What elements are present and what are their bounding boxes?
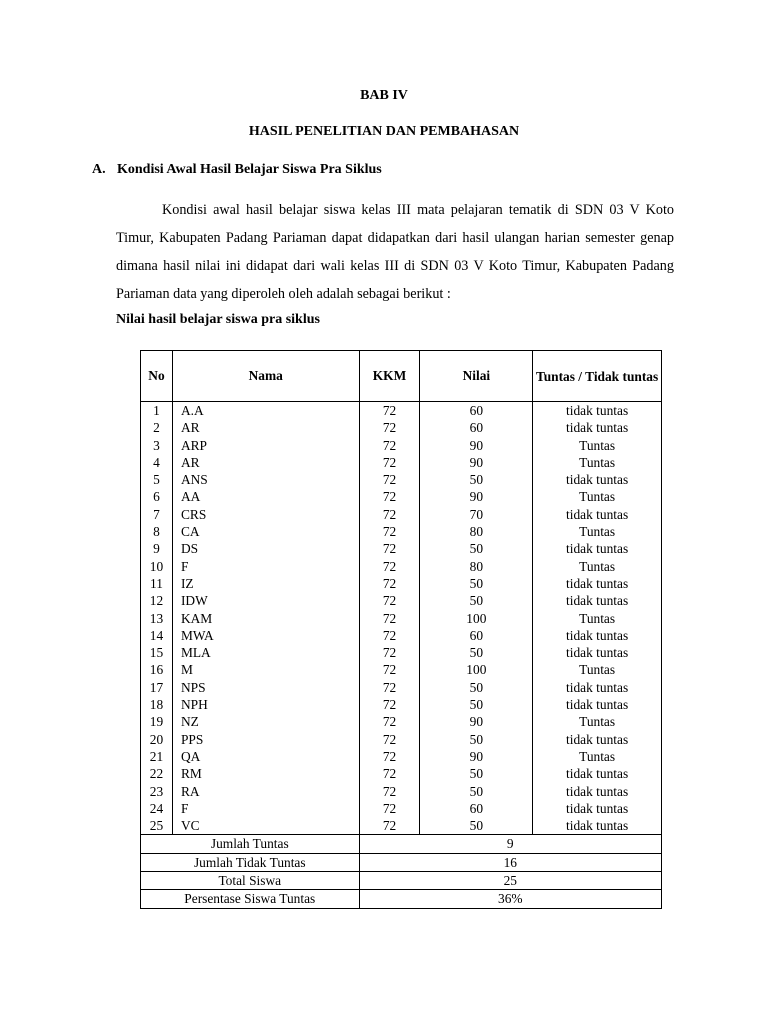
cell-nilai: 60: [420, 419, 533, 436]
cell-no: 4: [141, 454, 173, 471]
summary-row: [141, 872, 662, 890]
cell-no: 7: [141, 506, 173, 523]
table-row: [141, 419, 662, 436]
table-row: [141, 506, 662, 523]
table-row: [141, 644, 662, 661]
table-row: [141, 661, 662, 678]
cell-nilai: 50: [420, 817, 533, 835]
cell-nilai: 50: [420, 592, 533, 609]
cell-status: tidak tuntas: [533, 731, 662, 748]
summary-value: 16: [359, 853, 661, 871]
cell-no: 15: [141, 644, 173, 661]
cell-nama: CRS: [172, 506, 359, 523]
cell-no: 8: [141, 523, 173, 540]
cell-no: 10: [141, 558, 173, 575]
table-row: [141, 627, 662, 644]
cell-no: 20: [141, 731, 173, 748]
table-row: [141, 748, 662, 765]
cell-nama: CA: [172, 523, 359, 540]
cell-no: 24: [141, 800, 173, 817]
cell-nilai: 90: [420, 748, 533, 765]
header-status: Tuntas / Tidak tuntas: [533, 351, 662, 402]
table-row: [141, 454, 662, 471]
cell-kkm: 72: [359, 523, 420, 540]
table-row: [141, 592, 662, 609]
cell-kkm: 72: [359, 558, 420, 575]
table-row: [141, 679, 662, 696]
table-summary: [141, 835, 662, 908]
cell-no: 6: [141, 488, 173, 505]
cell-status: tidak tuntas: [533, 471, 662, 488]
cell-nama: AR: [172, 454, 359, 471]
table-row: [141, 713, 662, 730]
cell-kkm: 72: [359, 402, 420, 420]
cell-status: Tuntas: [533, 437, 662, 454]
intro-paragraph: Kondisi awal hasil belajar siswa kelas III mata pelajaran tematik di SDN 03 V Koto Timur, Kabupaten Padang Pariaman dapat didapatkan dari hasil ulangan harian semester genap dimana hasil nilai ini didapat dari wali kelas III di SDN 03 V Koto Timur, Kabupaten Padang Pariaman data yang diperoleh oleh adalah sebagai berikut :: [116, 202, 674, 302]
cell-status: tidak tuntas: [533, 800, 662, 817]
table-row: [141, 471, 662, 488]
cell-nama: NPS: [172, 679, 359, 696]
cell-status: tidak tuntas: [533, 627, 662, 644]
cell-no: 1: [141, 402, 173, 420]
cell-status: tidak tuntas: [533, 679, 662, 696]
cell-no: 22: [141, 765, 173, 782]
cell-nama: A.A: [172, 402, 359, 420]
cell-status: tidak tuntas: [533, 696, 662, 713]
cell-nilai: 100: [420, 661, 533, 678]
summary-label: Total Siswa: [141, 872, 360, 890]
cell-nilai: 60: [420, 800, 533, 817]
header-kkm: KKM: [359, 351, 420, 402]
cell-no: 21: [141, 748, 173, 765]
cell-kkm: 72: [359, 661, 420, 678]
cell-status: tidak tuntas: [533, 419, 662, 436]
cell-status: tidak tuntas: [533, 540, 662, 557]
section-heading: [92, 162, 382, 178]
table-row: [141, 575, 662, 592]
summary-value: 9: [359, 835, 661, 853]
cell-nilai: 90: [420, 713, 533, 730]
chapter-title: HASIL PENELITIAN DAN PEMBAHASAN: [248, 124, 520, 139]
cell-no: 19: [141, 713, 173, 730]
cell-status: Tuntas: [533, 488, 662, 505]
cell-nilai: 50: [420, 696, 533, 713]
table-header-row: [141, 351, 662, 402]
cell-status: Tuntas: [533, 523, 662, 540]
cell-nama: RM: [172, 765, 359, 782]
cell-nama: AR: [172, 419, 359, 436]
cell-nilai: 90: [420, 454, 533, 471]
section-letter: A.: [92, 162, 106, 177]
summary-row: [141, 890, 662, 908]
cell-nilai: 90: [420, 437, 533, 454]
table-row: [141, 765, 662, 782]
cell-status: Tuntas: [533, 661, 662, 678]
cell-nama: QA: [172, 748, 359, 765]
cell-kkm: 72: [359, 419, 420, 436]
cell-kkm: 72: [359, 627, 420, 644]
cell-status: tidak tuntas: [533, 402, 662, 420]
cell-kkm: 72: [359, 696, 420, 713]
table-row: [141, 696, 662, 713]
cell-nama: F: [172, 558, 359, 575]
table-row: [141, 558, 662, 575]
cell-nama: NZ: [172, 713, 359, 730]
cell-status: tidak tuntas: [533, 644, 662, 661]
summary-label: Jumlah Tidak Tuntas: [141, 853, 360, 871]
table-row: [141, 817, 662, 835]
cell-no: 9: [141, 540, 173, 557]
cell-status: Tuntas: [533, 558, 662, 575]
cell-nilai: 50: [420, 471, 533, 488]
cell-nama: VC: [172, 817, 359, 835]
cell-status: tidak tuntas: [533, 506, 662, 523]
cell-kkm: 72: [359, 713, 420, 730]
cell-status: tidak tuntas: [533, 783, 662, 800]
cell-kkm: 72: [359, 610, 420, 627]
cell-nilai: 90: [420, 488, 533, 505]
cell-no: 14: [141, 627, 173, 644]
cell-nama: DS: [172, 540, 359, 557]
cell-nama: ANS: [172, 471, 359, 488]
table-row: [141, 783, 662, 800]
table-row: [141, 540, 662, 557]
table-row: [141, 488, 662, 505]
cell-kkm: 72: [359, 817, 420, 835]
cell-no: 5: [141, 471, 173, 488]
cell-no: 23: [141, 783, 173, 800]
table-row: [141, 523, 662, 540]
cell-status: Tuntas: [533, 610, 662, 627]
cell-nama: NPH: [172, 696, 359, 713]
table-row: [141, 610, 662, 627]
summary-value: 25: [359, 872, 661, 890]
cell-nilai: 50: [420, 575, 533, 592]
cell-kkm: 72: [359, 437, 420, 454]
cell-nama: M: [172, 661, 359, 678]
cell-nama: KAM: [172, 610, 359, 627]
cell-no: 3: [141, 437, 173, 454]
cell-nilai: 60: [420, 627, 533, 644]
cell-nama: MLA: [172, 644, 359, 661]
cell-nilai: 50: [420, 731, 533, 748]
summary-row: [141, 835, 662, 853]
cell-no: 16: [141, 661, 173, 678]
cell-nilai: 80: [420, 523, 533, 540]
cell-kkm: 72: [359, 748, 420, 765]
cell-kkm: 72: [359, 506, 420, 523]
cell-nilai: 80: [420, 558, 533, 575]
cell-kkm: 72: [359, 679, 420, 696]
cell-nama: F: [172, 800, 359, 817]
cell-nilai: 50: [420, 644, 533, 661]
cell-kkm: 72: [359, 783, 420, 800]
cell-nama: IDW: [172, 592, 359, 609]
cell-nilai: 50: [420, 783, 533, 800]
summary-label: Persentase Siswa Tuntas: [141, 890, 360, 908]
cell-kkm: 72: [359, 575, 420, 592]
cell-no: 25: [141, 817, 173, 835]
cell-nilai: 50: [420, 765, 533, 782]
summary-label: Jumlah Tuntas: [141, 835, 360, 853]
section-title: Kondisi Awal Hasil Belajar Siswa Pra Siklus: [117, 162, 382, 177]
header-nama: Nama: [172, 351, 359, 402]
cell-no: 12: [141, 592, 173, 609]
cell-status: Tuntas: [533, 748, 662, 765]
cell-kkm: 72: [359, 592, 420, 609]
table-row: [141, 731, 662, 748]
cell-status: Tuntas: [533, 713, 662, 730]
cell-nama: ARP: [172, 437, 359, 454]
cell-kkm: 72: [359, 765, 420, 782]
cell-kkm: 72: [359, 488, 420, 505]
cell-no: 13: [141, 610, 173, 627]
cell-nilai: 70: [420, 506, 533, 523]
table-row: [141, 402, 662, 420]
cell-kkm: 72: [359, 644, 420, 661]
cell-status: tidak tuntas: [533, 765, 662, 782]
table-body: [141, 402, 662, 835]
cell-nilai: 100: [420, 610, 533, 627]
cell-nama: MWA: [172, 627, 359, 644]
cell-status: Tuntas: [533, 454, 662, 471]
cell-no: 11: [141, 575, 173, 592]
table-row: [141, 437, 662, 454]
cell-nama: AA: [172, 488, 359, 505]
cell-no: 2: [141, 419, 173, 436]
grades-table: [140, 350, 662, 909]
cell-nama: PPS: [172, 731, 359, 748]
cell-nama: RA: [172, 783, 359, 800]
cell-kkm: 72: [359, 731, 420, 748]
table-row: [141, 800, 662, 817]
cell-nilai: 50: [420, 540, 533, 557]
cell-kkm: 72: [359, 454, 420, 471]
cell-kkm: 72: [359, 800, 420, 817]
cell-no: 18: [141, 696, 173, 713]
cell-kkm: 72: [359, 471, 420, 488]
header-no: No: [141, 351, 173, 402]
summary-row: [141, 853, 662, 871]
cell-nilai: 50: [420, 679, 533, 696]
cell-kkm: 72: [359, 540, 420, 557]
cell-nilai: 60: [420, 402, 533, 420]
header-nilai: Nilai: [420, 351, 533, 402]
cell-status: tidak tuntas: [533, 592, 662, 609]
chapter-heading: BAB IV: [360, 88, 408, 103]
cell-status: tidak tuntas: [533, 575, 662, 592]
table-title: Nilai hasil belajar siswa pra siklus: [116, 312, 320, 327]
cell-nama: IZ: [172, 575, 359, 592]
cell-status: tidak tuntas: [533, 817, 662, 835]
cell-no: 17: [141, 679, 173, 696]
summary-value: 36%: [359, 890, 661, 908]
